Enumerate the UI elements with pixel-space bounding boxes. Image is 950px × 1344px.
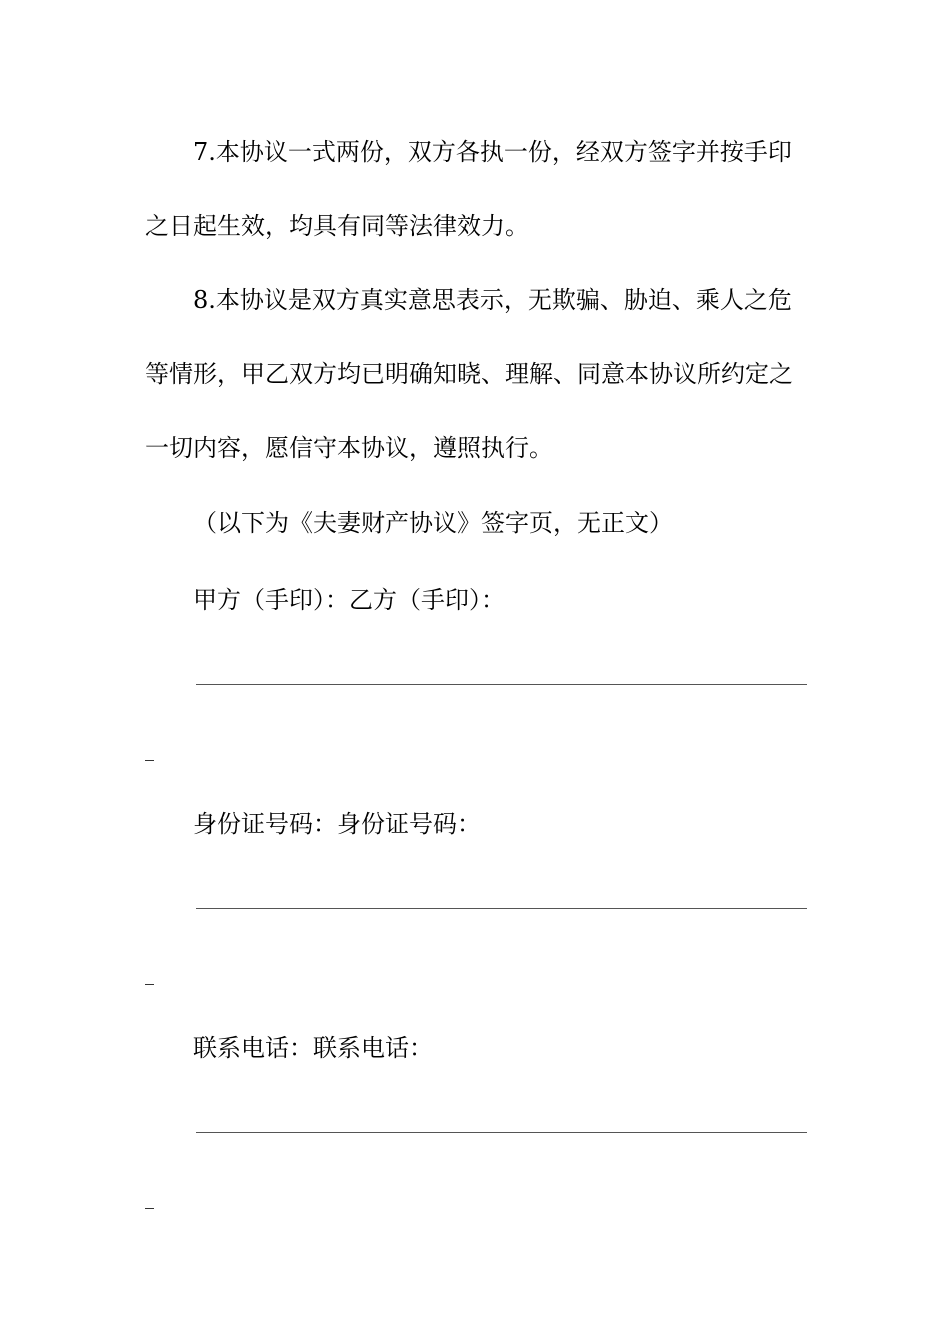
- clause-8-line-3: 一切内容，愿信守本协议，遵照执行。: [145, 434, 553, 462]
- phone-line-tail: [145, 1208, 154, 1209]
- phone-line: [196, 1132, 807, 1133]
- clause-7-line-1: 7.本协议一式两份，双方各执一份，经双方签字并按手印: [193, 138, 792, 166]
- signature-page-note: （以下为《夫妻财产协议》签字页，无正文）: [193, 509, 673, 537]
- clause-8-line-2: 等情形，甲乙双方均已明确知晓、理解、同意本协议所约定之: [145, 360, 793, 388]
- id-number-line: [196, 908, 807, 909]
- parties-line-tail: [145, 760, 154, 761]
- clause-8-line-1: 8.本协议是双方真实意思表示，无欺骗、胁迫、乘人之危: [193, 286, 792, 314]
- clause-7-line-2: 之日起生效，均具有同等法律效力。: [145, 212, 529, 240]
- id-number-line-tail: [145, 984, 154, 985]
- parties-signature-line: [196, 684, 807, 685]
- parties-signature-label: 甲方（手印）：乙方（手印）：: [193, 586, 505, 614]
- phone-label: 联系电话：联系电话：: [193, 1034, 433, 1062]
- id-number-label: 身份证号码：身份证号码：: [193, 810, 481, 838]
